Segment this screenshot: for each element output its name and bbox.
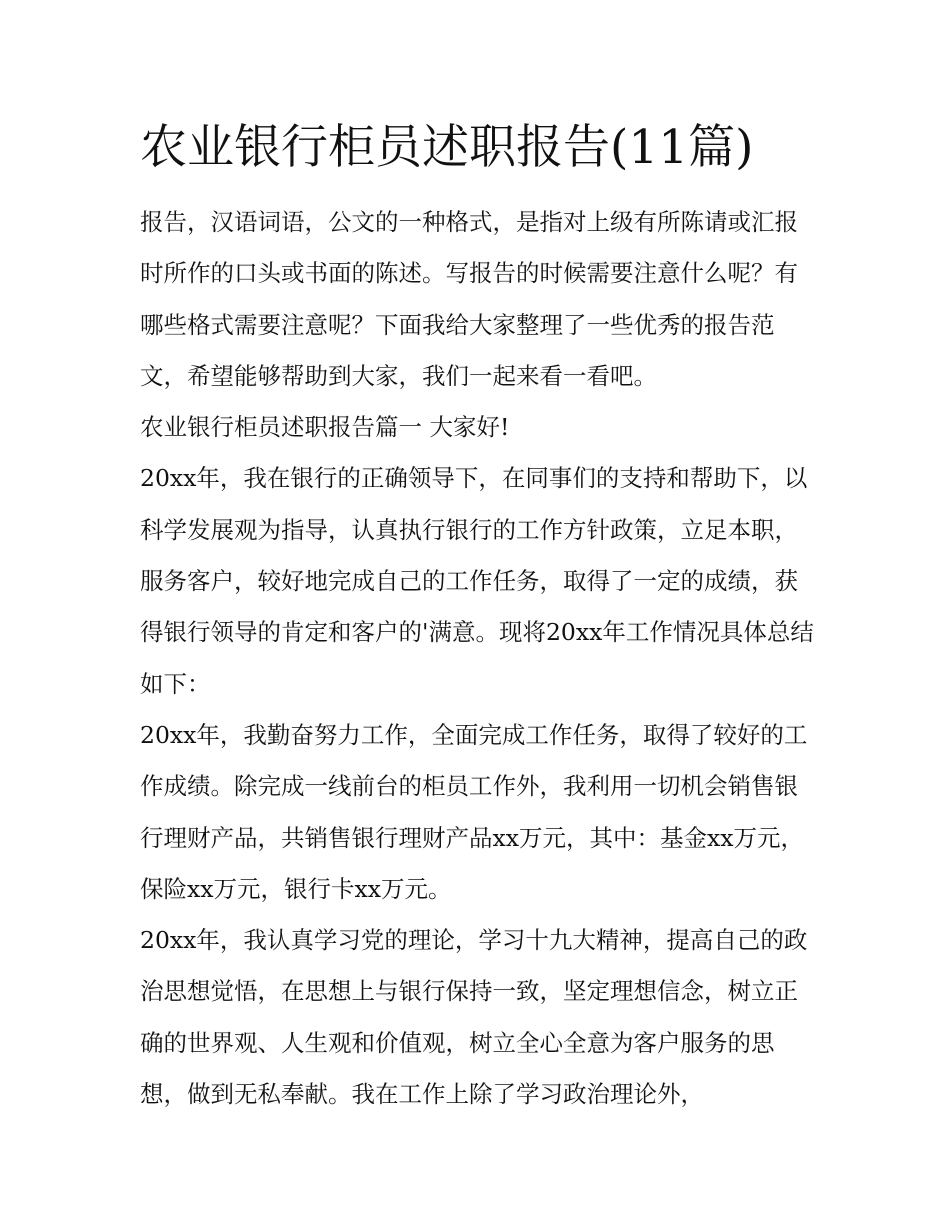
document-body [140, 197, 815, 1120]
work-results-paragraph: 20xx年，我勤奋努力工作，全面完成工作任务，取得了较好的工作成绩。除完成一线前台的柜员工作外，我利用一切机会销售银行理财产品，共销售银行理财产品xx万元，其中：基金xx万元，保险xx万元，银行卡xx万元。 [140, 720, 808, 903]
political-study-paragraph: 20xx年，我认真学习党的理论，学习十九大精神，提高自己的政治思想觉悟，在思想上与银行保持一致，坚定理想信念，树立正确的世界观、人生观和价值观，树立全心全意为客户服务的思想，做到无私奉献。我在工作上除了学习政治理论外， [140, 926, 808, 1109]
document-title: 农业银行柜员述职报告(11篇) [140, 120, 754, 175]
section-heading-paragraph: 农业银行柜员述职报告篇一 大家好! [140, 413, 510, 442]
intro-paragraph: 报告，汉语词语，公文的一种格式，是指对上级有所陈请或汇报时所作的口头或书面的陈述。写报告的时候需要注意什么呢？有哪些格式需要注意呢？下面我给大家整理了一些优秀的报告范文，希望能够帮助到大家，我们一起来看一看吧。 [140, 208, 798, 390]
summary-paragraph: 20xx年，我在银行的正确领导下，在同事们的支持和帮助下，以科学发展观为指导，认真执行银行的工作方针政策，立足本职，服务客户，较好地完成自己的工作任务，取得了一定的成绩，获得银行领导的肯定和客户的'满意。现将20xx年工作情况具体总结如下： [140, 464, 814, 698]
